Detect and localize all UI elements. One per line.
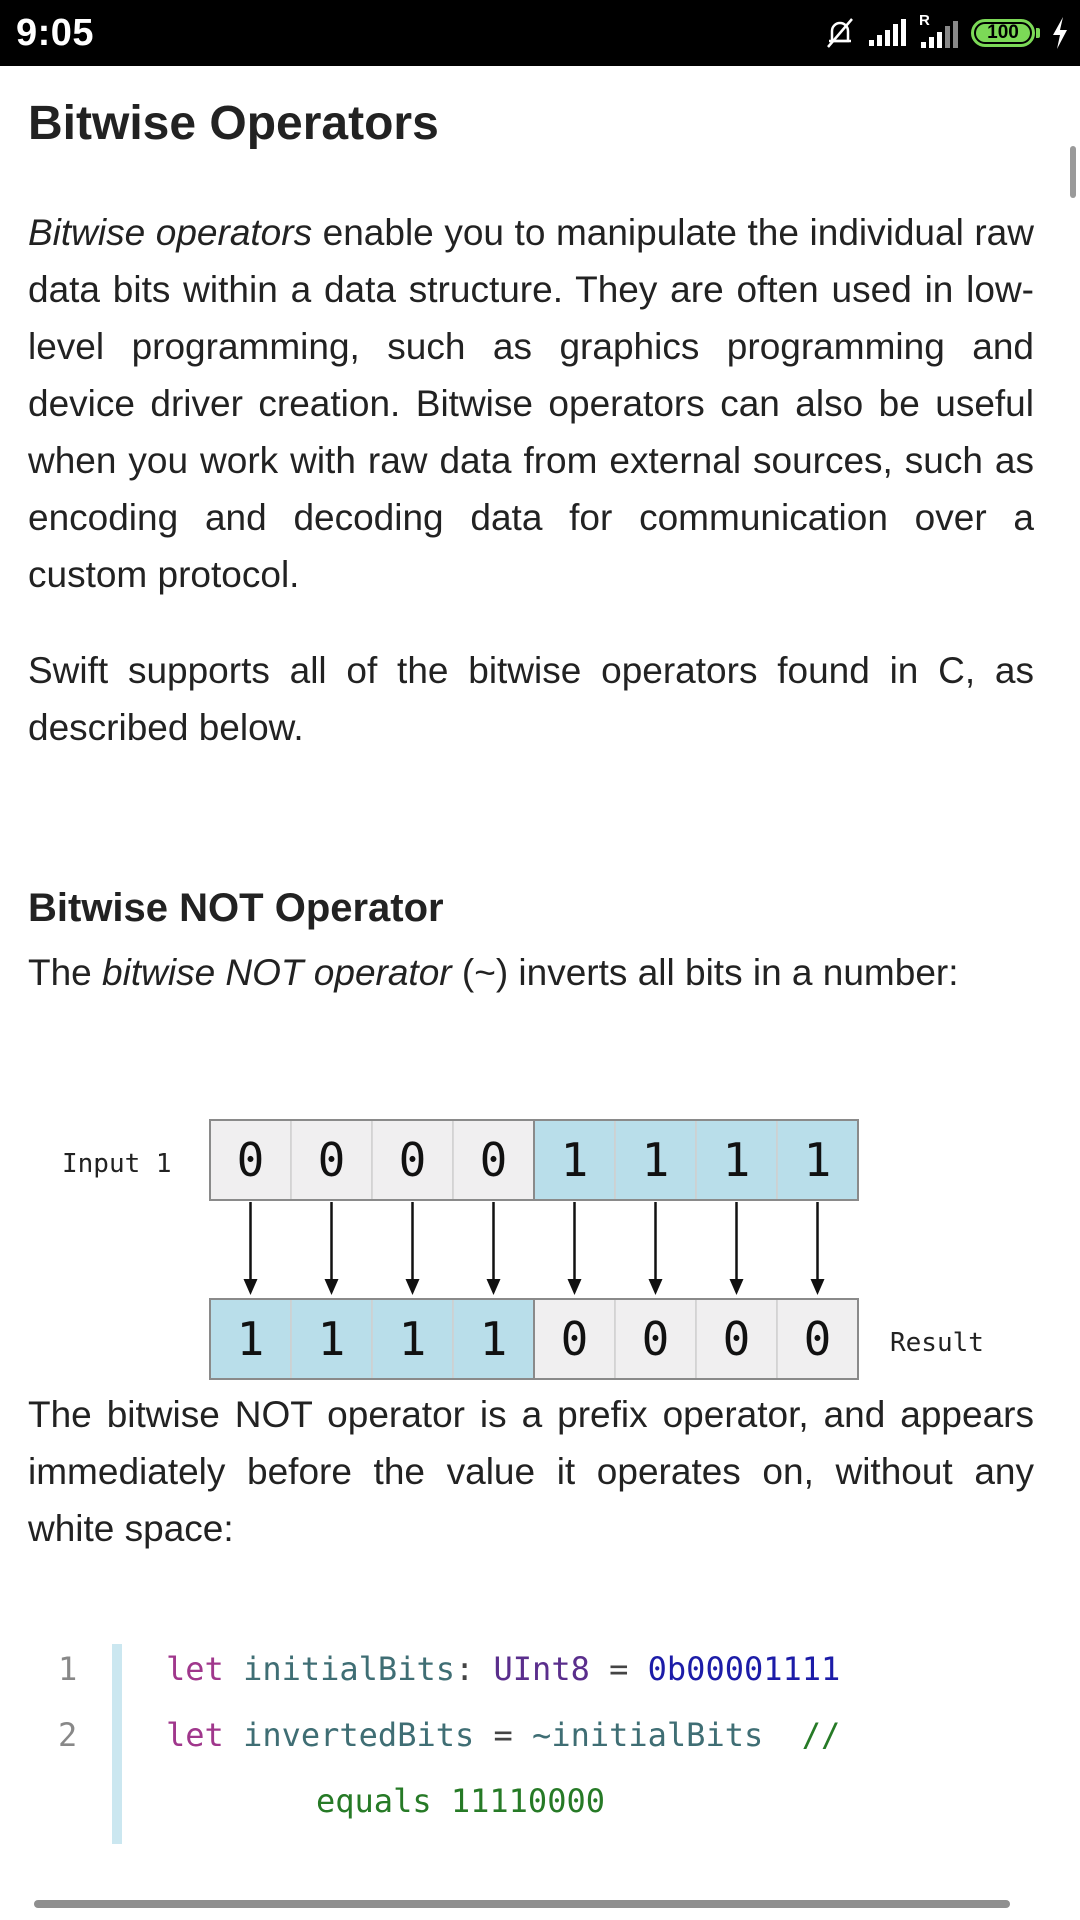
result-bit-value: 0 [641, 1312, 670, 1366]
code-line-1 [166, 1650, 840, 1688]
input-bit-value: 0 [317, 1133, 346, 1187]
code-gutter-bar [112, 1644, 122, 1844]
result-bit-value: 1 [479, 1312, 508, 1366]
input-bit-value: 1 [560, 1133, 589, 1187]
bell-off-icon [823, 16, 857, 50]
battery-level: 100 [987, 22, 1019, 43]
arrow-head [811, 1279, 825, 1295]
arrow-head [406, 1279, 420, 1295]
horizontal-scrollbar[interactable] [34, 1900, 1010, 1908]
code-type: UInt8 [493, 1650, 590, 1688]
input-bit-value: 1 [803, 1133, 832, 1187]
result-bit-value: 1 [398, 1312, 427, 1366]
result-bit-value: 0 [560, 1312, 589, 1366]
result-bit-value: 1 [236, 1312, 265, 1366]
arrow-head [487, 1279, 501, 1295]
code-comment: // [801, 1716, 841, 1754]
status-bar [0, 0, 1080, 66]
bitwise-not-diagram [28, 1046, 1034, 1406]
arrow-head [325, 1279, 339, 1295]
input-bit-value: 0 [398, 1133, 427, 1187]
charging-icon [1050, 16, 1070, 50]
code-line-2-wrap [316, 1782, 605, 1820]
page-title: Bitwise Operators [28, 97, 439, 150]
result-label: Result [890, 1328, 984, 1358]
p3-text-b: (~) inverts all bits in a number: [451, 952, 959, 993]
code-colon: : [454, 1650, 475, 1688]
code-keyword: let [166, 1650, 224, 1688]
code-line-2 [166, 1716, 840, 1754]
line-number: 1 [58, 1650, 78, 1688]
intro-text: enable you to manipulate the individual raw data bits within a data structure. They are often used in low-level programming, such as graphics programming and device driver creation. Bitwise operators can also be useful when you work with raw data from external sources, such as encoding and decoding data for communication over a custom protocol. [28, 212, 1034, 595]
status-time: 9:05 [16, 12, 95, 54]
arrow-head [649, 1279, 663, 1295]
result-bit-value: 1 [317, 1312, 346, 1366]
input-bit-value: 0 [479, 1133, 508, 1187]
roaming-label: R [919, 12, 930, 29]
not-operator-paragraph [28, 944, 959, 1001]
arrow-head [244, 1279, 258, 1295]
support-paragraph: Swift supports all of the bitwise operators found in C, as described below. [28, 650, 1034, 748]
signal-icon [867, 18, 909, 48]
signal-roaming-icon [919, 12, 961, 50]
result-bit-value: 0 [803, 1312, 832, 1366]
prefix-paragraph: The bitwise NOT operator is a prefix operator, and appears immediately before the value it operates on, without any white space: [28, 1394, 1034, 1549]
code-identifier: invertedBits [243, 1716, 475, 1754]
line-number: 2 [58, 1716, 78, 1754]
code-number: 0b00001111 [647, 1650, 841, 1688]
input-bit-value: 1 [722, 1133, 751, 1187]
input-bit-value: 0 [236, 1133, 265, 1187]
code-keyword: let [166, 1716, 224, 1754]
input-bit-value: 1 [641, 1133, 670, 1187]
battery-icon [971, 19, 1035, 47]
input-label: Input 1 [62, 1149, 172, 1179]
code-expression: ~initialBits [532, 1716, 764, 1754]
code-comment: equals 11110000 [316, 1782, 605, 1820]
p3-emphasis: bitwise NOT operator [102, 952, 452, 993]
intro-paragraph [28, 204, 1034, 603]
result-bit-value: 0 [722, 1312, 751, 1366]
code-block [28, 1644, 1034, 1844]
section-heading: Bitwise NOT Operator [28, 886, 444, 930]
code-identifier: initialBits [243, 1650, 455, 1688]
code-operator: = [609, 1650, 629, 1688]
vertical-scrollbar[interactable] [1070, 146, 1076, 198]
arrow-head [568, 1279, 582, 1295]
intro-emphasis: Bitwise operators [28, 212, 313, 253]
arrow-head [730, 1279, 744, 1295]
code-operator: = [493, 1716, 513, 1754]
status-icons [823, 12, 1070, 54]
p3-text-a: The [28, 952, 103, 993]
